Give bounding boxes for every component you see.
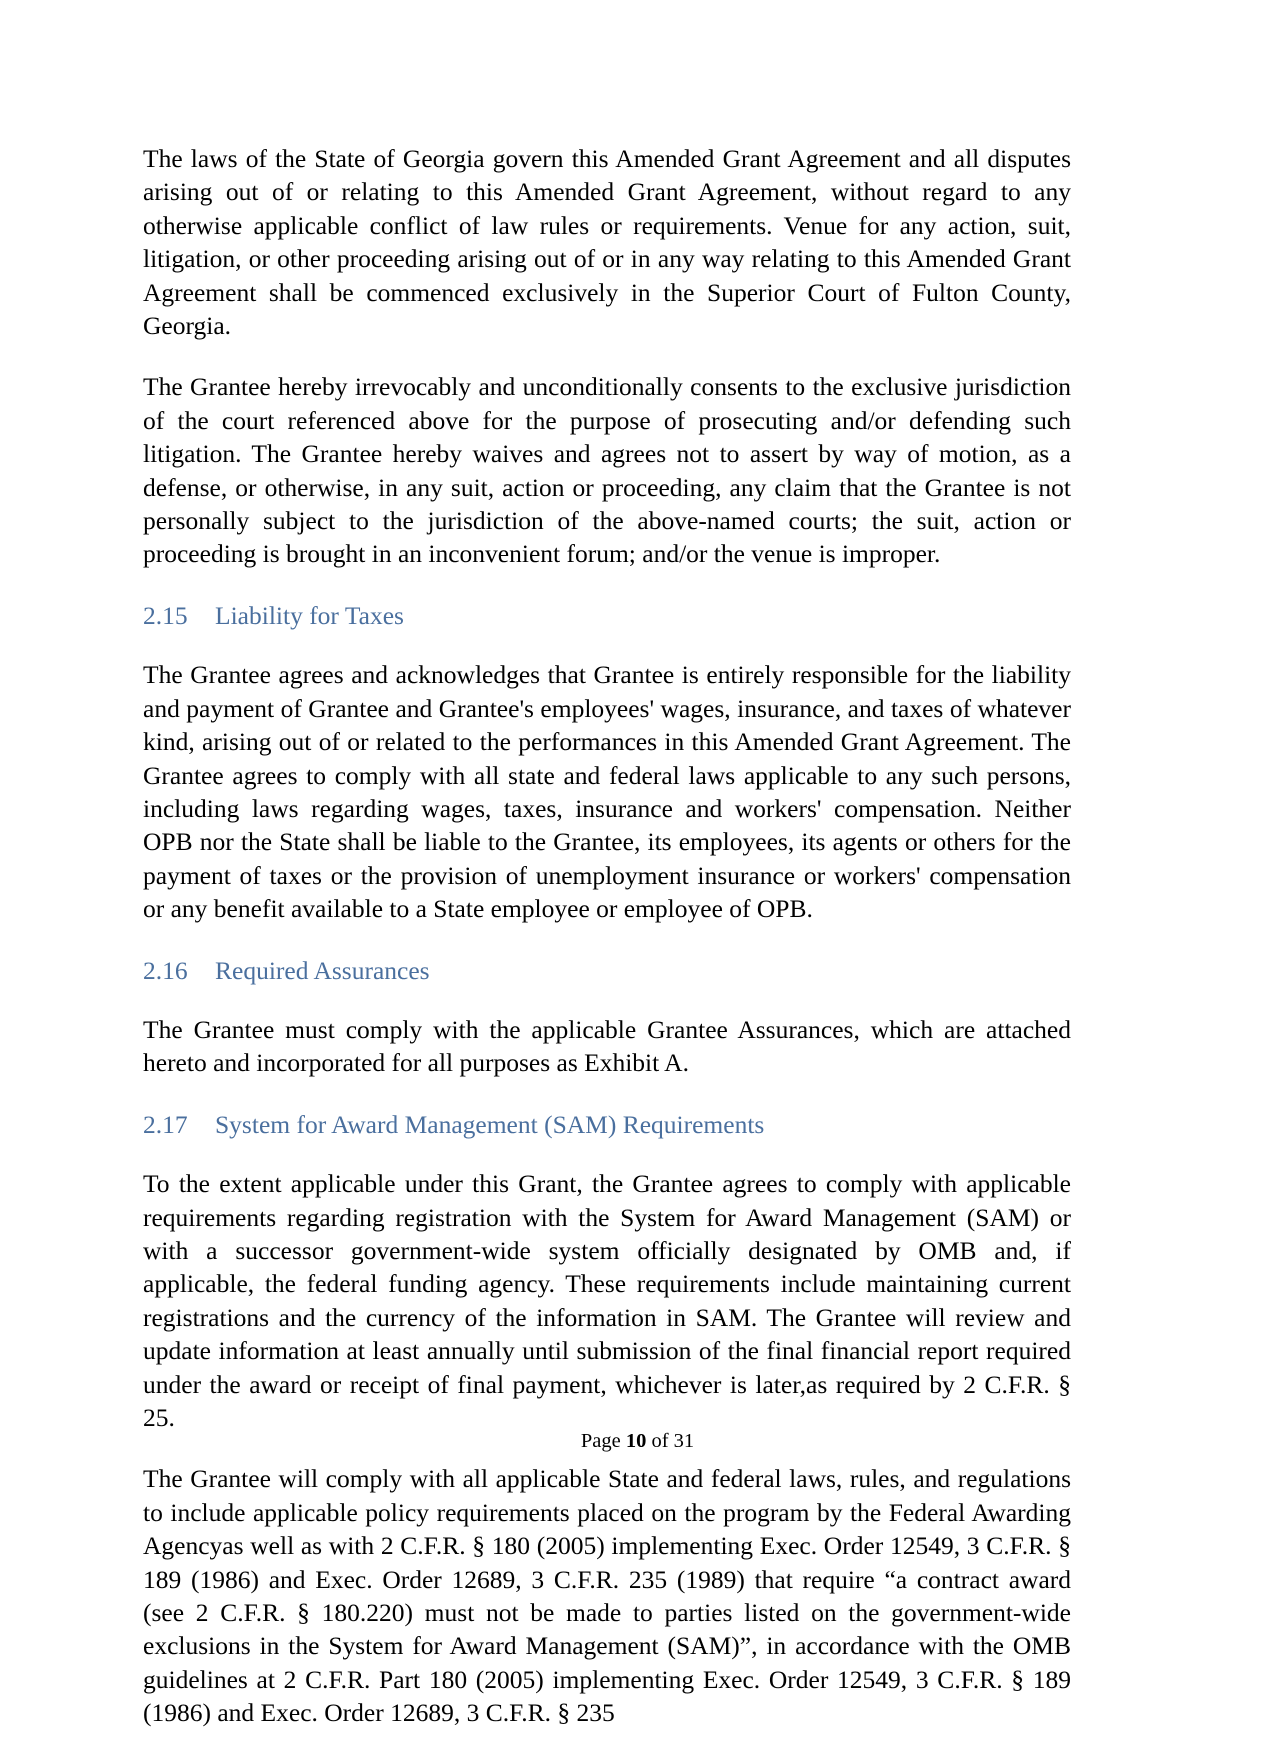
footer-page-label: Page [580,1430,621,1452]
section-number-2-17: 2.17 [143,1109,188,1139]
section-number-2-16: 2.16 [143,955,188,985]
section-heading-2-17 [143,1108,1071,1141]
section-heading-2-15 [143,599,1071,632]
page-footer [0,1428,1275,1454]
section-title-2-15: Liability for Taxes [215,600,404,630]
paragraph-governing-law: The laws of the State of Georgia govern this Amended Grant Agreement and all disputes arising out of or relating to this Amended Grant Agreement, without regard to any otherwise applicable conflict of law rules or requirements. Venue for any action, suit, litigation, or other proceeding arising out of or in any way relating to this Amended Grant Agreement shall be commenced exclusively in the Superior Court of Fulton County, Georgia. [143,144,1071,341]
section-heading-2-16 [143,954,1071,987]
paragraph-jurisdiction-consent: The Grantee hereby irrevocably and unconditionally consents to the exclusive jurisdiction of the court referenced above for the purpose of prosecuting and/or defending such litigation. The Grantee hereby waives and agrees not to assert by way of motion, as a defense, or otherwise, in any suit, action or proceeding, any claim that the Grantee is not personally subject to the jurisdiction of the above-named courts; the suit, action or proceeding is brought in an inconvenient forum; and/or the venue is improper. [143,372,1071,569]
footer-of-label: of [651,1430,669,1452]
page-content [143,142,1071,1758]
section-title-2-17: System for Award Management (SAM) Requirements [215,1109,765,1139]
paragraph-sam-requirements-second: The Grantee will comply with all applicable State and federal laws, rules, and regulations to include applicable policy requirements placed on the program by the Federal Awarding Agencyas well as with 2 C.F.R. § 180 (2005) implementing Exec. Order 12549, 3 C.F.R. § 189 (1986) and Exec. Order 12689, 3 C.F.R. 235 (1989) that require “a contract award (see 2 C.F.R. § 180.220) must not be made to parties listed on the government-wide exclusions in the System for Award Management (SAM)”, in accordance with the OMB guidelines at 2 C.F.R. Part 180 (2005) implementing Exec. Order 12549, 3 C.F.R. § 189 (1986) and Exec. Order 12689, 3 C.F.R. § 235 [143,1464,1071,1728]
paragraph-sam-requirements-first: To the extent applicable under this Grant, the Grantee agrees to comply with applicable requirements regarding registration with the System for Award Management (SAM) or with a successor government-wide system officially designated by OMB and, if applicable, the federal funding agency. These requirements include maintaining current registrations and the currency of the information in SAM. The Grantee will review and update information at least annually until submission of the final financial report required under the award or receipt of final payment, whichever is later,as required by 2 C.F.R. § 25. [143,1169,1071,1432]
section-title-2-16: Required Assurances [215,955,430,985]
paragraph-liability-for-taxes: The Grantee agrees and acknowledges that Grantee is entirely responsible for the liability and payment of Grantee and Grantee's employees' wages, insurance, and taxes of whatever kind, arising out of or related to the performances in this Amended Grant Agreement. The Grantee agrees to comply with all state and federal laws applicable to any such persons, including laws regarding wages, taxes, insurance and workers' compensation. Neither OPB nor the State shall be liable to the Grantee, its employees, its agents or others for the payment of taxes or the provision of unemployment insurance or workers' compensation or any benefit available to a State employee or employee of OPB. [143,660,1071,924]
section-number-2-15: 2.15 [143,600,188,630]
footer-page-number: 10 [625,1430,647,1452]
paragraph-required-assurances: The Grantee must comply with the applicable Grantee Assurances, which are attached hereto and incorporated for all purposes as Exhibit A. [143,1014,1071,1078]
footer-total-pages: 31 [673,1430,695,1452]
